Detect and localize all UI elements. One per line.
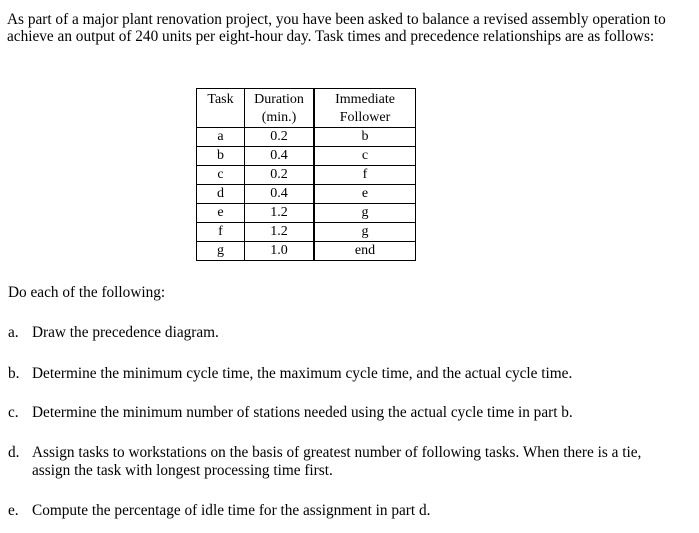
- duration-cell: 1.2: [245, 204, 315, 223]
- question-text: Determine the minimum number of stations needed using the actual cycle time in part b.: [32, 404, 573, 421]
- question-b: [8, 365, 678, 383]
- duration-cell: 0.2: [245, 128, 315, 147]
- question-text: Compute the percentage of idle time for the assignment in part d.: [32, 502, 431, 519]
- task-table-body: [197, 128, 416, 261]
- header-duration: [245, 89, 315, 128]
- follower-cell: g: [314, 223, 416, 242]
- header-duration-unit: (min.): [261, 110, 297, 125]
- task-cell: c: [197, 166, 245, 185]
- question-a: [8, 324, 678, 342]
- header-follower: [314, 89, 416, 128]
- task-table: [196, 88, 416, 261]
- table-row: [197, 128, 416, 147]
- question-letter: a.: [8, 324, 19, 341]
- follower-cell: end: [314, 242, 416, 261]
- duration-cell: 0.4: [245, 147, 315, 166]
- question-c: [8, 404, 678, 422]
- table-row: [197, 147, 416, 166]
- question-text: Determine the minimum cycle time, the maximum cycle time, and the actual cycle time.: [32, 365, 573, 382]
- table-row: [197, 185, 416, 204]
- table-row: [197, 166, 416, 185]
- duration-cell: 0.4: [245, 185, 315, 204]
- question-letter: e.: [8, 502, 19, 519]
- question-d: [8, 444, 678, 480]
- question-letter: c.: [8, 404, 19, 421]
- instructions-lead: Do each of the following:: [8, 284, 166, 301]
- table-row: [197, 204, 416, 223]
- question-e: [8, 502, 678, 520]
- task-cell: f: [197, 223, 245, 242]
- table-row: [197, 223, 416, 242]
- task-cell: e: [197, 204, 245, 223]
- question-text: Assign tasks to workstations on the basis of greatest number of following tasks. When there is a tie, assign the task with longest processing time first.: [32, 444, 642, 479]
- table-header-row: [197, 89, 416, 128]
- follower-cell: g: [314, 204, 416, 223]
- question-letter: d.: [8, 444, 20, 461]
- duration-cell: 0.2: [245, 166, 315, 185]
- follower-cell: c: [314, 147, 416, 166]
- duration-cell: 1.0: [245, 242, 315, 261]
- task-cell: a: [197, 128, 245, 147]
- follower-cell: e: [314, 185, 416, 204]
- task-cell: b: [197, 147, 245, 166]
- header-duration-label: Duration: [254, 92, 304, 107]
- header-follower-line2: Follower: [339, 110, 391, 125]
- follower-cell: f: [314, 166, 416, 185]
- problem-intro: As part of a major plant renovation project, you have been asked to balance a revised assembly operation to achieve an output of 240 units per eight-hour day. Task times and precedence relationships are as follows:: [7, 11, 666, 45]
- question-text: Draw the precedence diagram.: [32, 324, 219, 341]
- table-row: [197, 242, 416, 261]
- task-cell: g: [197, 242, 245, 261]
- question-letter: b.: [8, 365, 20, 382]
- header-follower-line1: Immediate: [335, 92, 395, 107]
- header-task: Task: [197, 89, 245, 128]
- task-cell: d: [197, 185, 245, 204]
- duration-cell: 1.2: [245, 223, 315, 242]
- follower-cell: b: [314, 128, 416, 147]
